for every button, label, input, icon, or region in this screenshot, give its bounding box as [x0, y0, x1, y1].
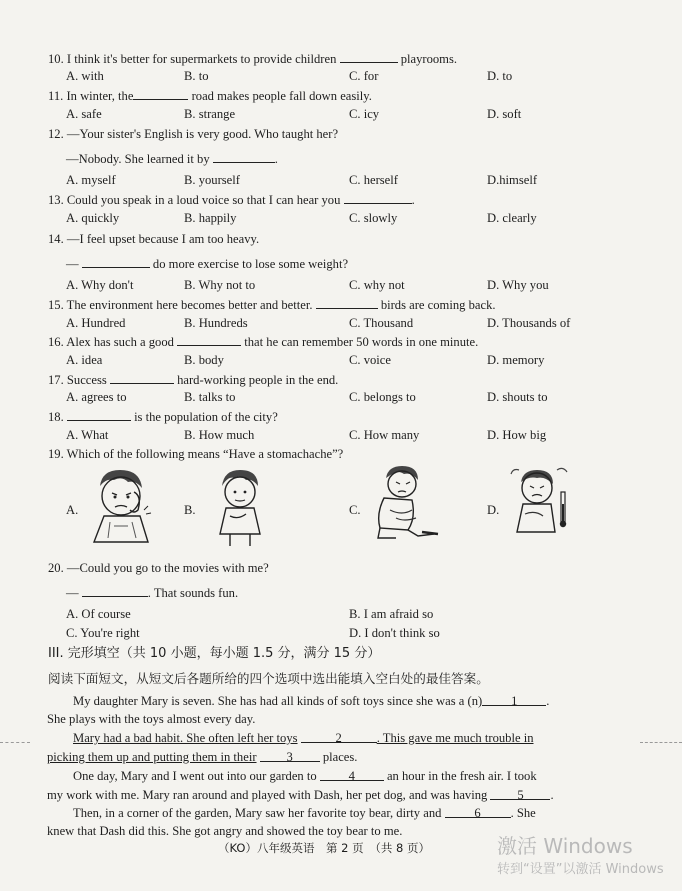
option-d: D. How big — [487, 428, 547, 442]
passage-line: My daughter Mary is seven. She has had all kinds of soft toys since she was a (n) 1 . — [73, 694, 550, 708]
question-17: 17. Success hard-working people in the end. — [48, 373, 339, 387]
question-16: 16. Alex has such a good that he can remember 50 words in one minute. — [48, 335, 479, 349]
page-footer: （KO）八年级英语 第 2 页 （共 8 页） — [218, 841, 430, 855]
picture-label-b: B. — [184, 503, 196, 517]
option-a: A. Why don't — [66, 278, 134, 292]
option-b: B. talks to — [184, 390, 236, 404]
option-d: D. soft — [487, 107, 522, 121]
fold-line — [640, 742, 682, 743]
question-14: 14. —I feel upset because I am too heavy. — [48, 232, 260, 246]
option-d: D. clearly — [487, 211, 537, 225]
option-b: B. How much — [184, 428, 255, 442]
answer-blank — [133, 87, 188, 100]
question-11: 11. In winter, the road makes people fall down easily. — [48, 89, 372, 103]
option-d: D. Thousands of — [487, 316, 571, 330]
boy-stomachache-picture — [372, 464, 442, 544]
cloze-blank-3: 3 — [260, 749, 320, 762]
question-19: 19. Which of the following means “Have a stomachache”? — [48, 447, 344, 461]
option-b: B. Hundreds — [184, 316, 248, 330]
option-b: B. happily — [184, 211, 237, 225]
option-c: C. belongs to — [349, 390, 416, 404]
boy-fever-picture — [507, 464, 577, 540]
question-18: 18. is the population of the city? — [48, 410, 278, 424]
option-d: D. shouts to — [487, 390, 548, 404]
option-a: A. with — [66, 69, 104, 83]
passage-line: knew that Dash did this. She got angry and showed the toy bear to me. — [47, 824, 403, 838]
option-a: A. Hundred — [66, 316, 126, 330]
option-c: C. herself — [349, 173, 398, 187]
option-a: A. quickly — [66, 211, 120, 225]
option-a: A. agrees to — [66, 390, 127, 404]
cloze-blank-4: 4 — [320, 768, 384, 781]
answer-blank — [344, 191, 412, 204]
option-c: C. for — [349, 69, 379, 83]
activation-watermark-subtitle: 转到“设置”以激活 Windows — [497, 862, 664, 877]
boy-toothache-picture — [84, 466, 154, 546]
option-b: B. body — [184, 353, 224, 367]
question-15: 15. The environment here becomes better and better. birds are coming back. — [48, 298, 496, 312]
boy-chest-picture — [212, 468, 268, 548]
option-d: D. Why you — [487, 278, 549, 292]
picture-label-d: D. — [487, 503, 500, 517]
answer-blank — [177, 333, 241, 346]
option-d: D. memory — [487, 353, 545, 367]
question-12: 12. —Your sister's English is very good. Who taught her? — [48, 127, 339, 141]
answer-blank — [110, 371, 174, 384]
cloze-blank-2: 2 — [301, 730, 377, 743]
cloze-blank-6: 6 — [445, 805, 511, 818]
passage-line: my work with me. Mary ran around and played with Dash, her pet dog, and was having 5 . — [47, 788, 554, 802]
answer-blank — [340, 50, 398, 63]
option-d: D. to — [487, 69, 513, 83]
passage-line: One day, Mary and I went out into our garden to 4 an hour in the fresh air. I took — [73, 769, 537, 783]
option-c: C. How many — [349, 428, 420, 442]
option-a: A. What — [66, 428, 109, 442]
question-20-response: — . That sounds fun. — [66, 586, 239, 600]
option-a: A. Of course — [66, 607, 131, 621]
option-a: A. idea — [66, 353, 103, 367]
option-b: B. to — [184, 69, 209, 83]
section-instruction: 阅读下面短文，从短文后各题所给的四个选项中选出能填入空白处的最佳答案。 — [48, 671, 489, 686]
answer-blank — [67, 408, 131, 421]
question-13: 13. Could you speak in a loud voice so that I can hear you . — [48, 193, 415, 207]
option-a: A. myself — [66, 173, 116, 187]
option-d: D.himself — [487, 173, 538, 187]
option-c: C. You're right — [66, 626, 140, 640]
section-heading: III. 完形填空（共 10 小题，每小题 1.5 分，满分 15 分） — [48, 646, 381, 661]
option-c: C. icy — [349, 107, 380, 121]
cloze-blank-1: 1 — [482, 693, 546, 706]
option-c: C. voice — [349, 353, 391, 367]
option-a: A. safe — [66, 107, 102, 121]
option-b: B. yourself — [184, 173, 240, 187]
picture-label-a: A. — [66, 503, 79, 517]
passage-line: Mary had a bad habit. She often left her toys 2 . This gave me much trouble in — [73, 731, 534, 745]
option-d: D. I don't think so — [349, 626, 440, 640]
question-10: 10. I think it's better for supermarkets to provide children playrooms. — [48, 52, 458, 66]
option-b: B. strange — [184, 107, 236, 121]
option-b: B. I am afraid so — [349, 607, 434, 621]
option-c: C. slowly — [349, 211, 398, 225]
option-b: B. Why not to — [184, 278, 256, 292]
cloze-blank-5: 5 — [490, 787, 550, 800]
answer-blank — [82, 255, 150, 268]
question-12-response: —Nobody. She learned it by . — [66, 152, 278, 166]
option-c: C. why not — [349, 278, 405, 292]
fold-line — [0, 742, 30, 743]
option-c: C. Thousand — [349, 316, 414, 330]
passage-line: picking them up and putting them in their 3 places. — [47, 750, 358, 764]
question-20: 20. —Could you go to the movies with me? — [48, 561, 269, 575]
picture-label-c: C. — [349, 503, 361, 517]
answer-blank — [316, 296, 378, 309]
passage-line: She plays with the toys almost every day. — [47, 712, 256, 726]
question-14-response: — do more exercise to lose some weight? — [66, 257, 349, 271]
answer-blank — [213, 150, 275, 163]
answer-blank — [82, 584, 148, 597]
passage-line: Then, in a corner of the garden, Mary saw her favorite toy bear, dirty and 6 . She — [73, 806, 536, 820]
activation-watermark-title: 激活 Windows — [497, 834, 633, 858]
